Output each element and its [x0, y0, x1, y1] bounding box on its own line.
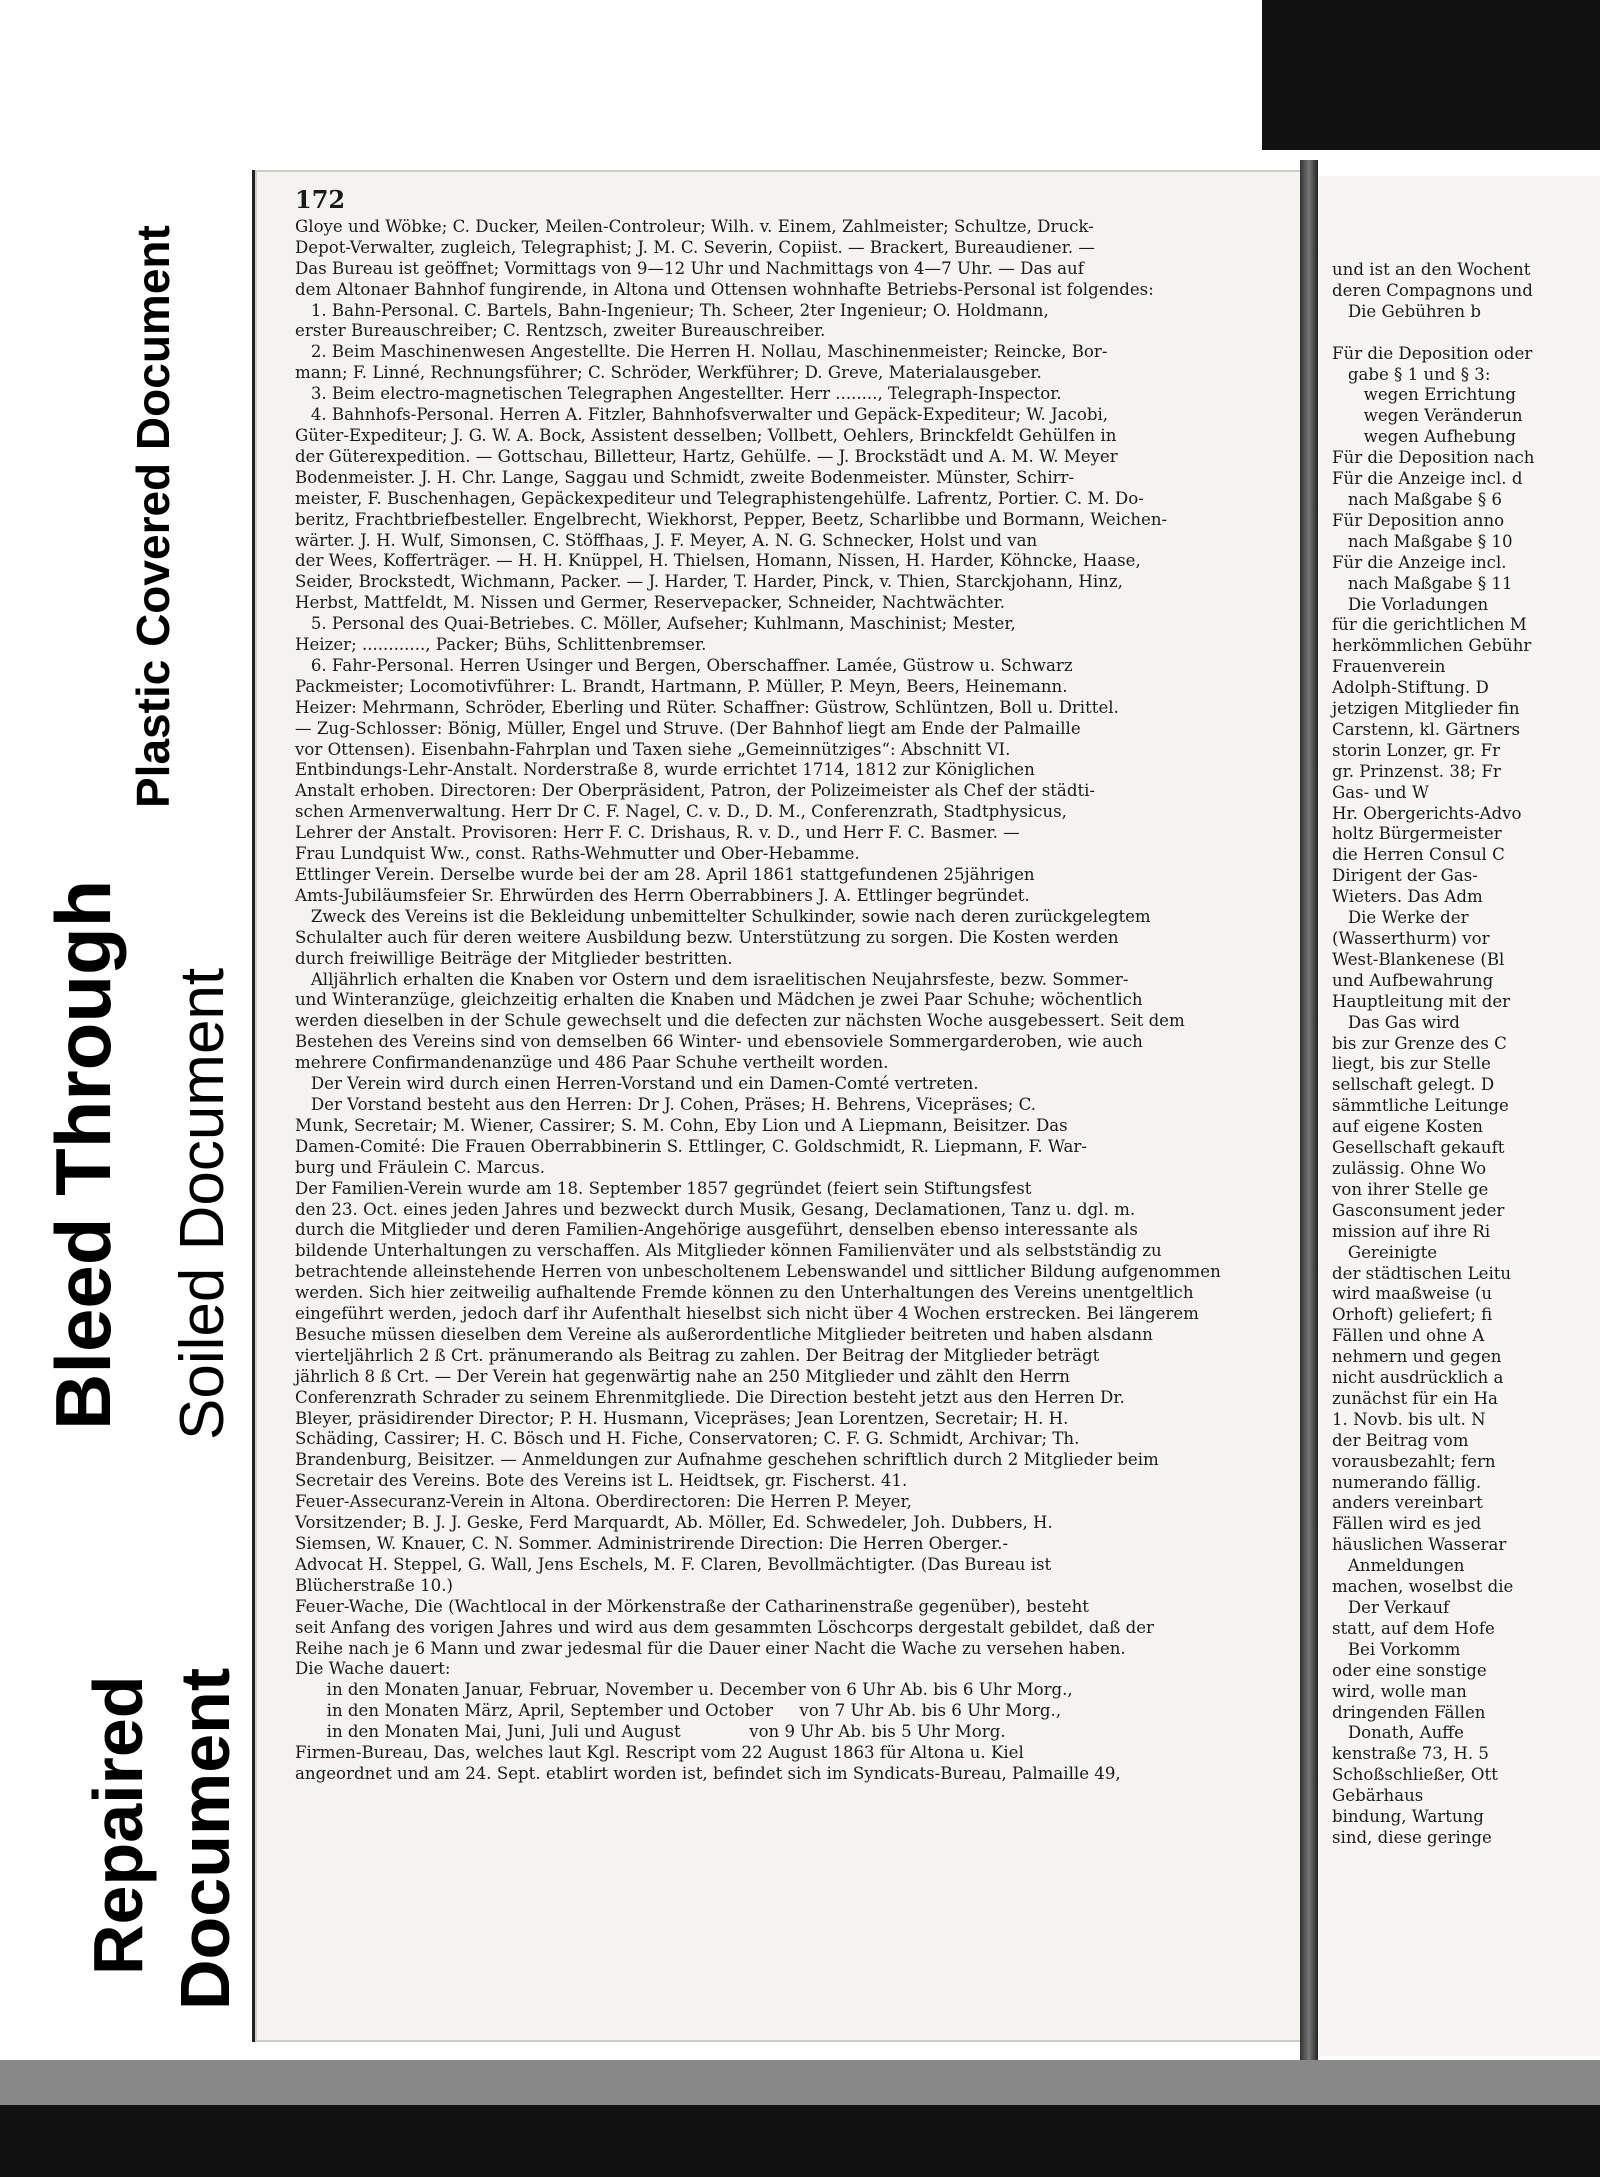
right-text-line: von ihrer Stelle ge [1332, 1179, 1489, 1199]
text-line: eingeführt werden, jedoch darf ihr Aufenthalt hieselbst sich nicht über 4 Wochen erstrecken. Bei längerem [295, 1304, 1199, 1324]
text-line: in den Monaten Mai, Juni, Juli und August von 9 Uhr Ab. bis 5 Uhr Morg. [295, 1722, 1006, 1742]
right-text-line: nehmern und gegen [1332, 1347, 1502, 1367]
text-line: Seider, Brockstedt, Wichmann, Packer. — J. Harder, T. Harder, Pinck, v. Thien, Starckjohann, Hinz, [295, 572, 1123, 592]
right-text-line: sellschaft gelegt. D [1332, 1075, 1495, 1095]
text-line: angeordnet und am 24. Sept. etablirt worden ist, befindet sich im Syndicats-Bureau, Palmaille 49, [295, 1763, 1121, 1783]
text-line: mehrere Confirmandenanzüge und 486 Paar Schuhe vertheilt worden. [295, 1053, 889, 1073]
text-line: werden dieselben in der Schule gewechselt und die defecten zur nächsten Woche ausgebessert. Seit dem [295, 1011, 1185, 1031]
text-line: seit Anfang des vorigen Jahres und wird aus dem gesammten Löschcorps dergestalt gebildet, daß der [295, 1617, 1154, 1637]
right-text-line: numerando fällig. [1332, 1472, 1482, 1492]
text-line: Ettlinger Verein. Derselbe wurde bei der am 28. April 1861 stattgefundenen 25jährigen [295, 865, 1035, 884]
right-text-line: bis zur Grenze des C [1332, 1033, 1507, 1053]
text-line: Der Familien-Verein wurde am 18. September 1857 gegründet (feiert sein Stiftungsfest [295, 1178, 1032, 1198]
right-text-line: Dirigent der Gas- [1332, 866, 1478, 886]
text-line: mann; F. Linné, Rechnungsführer; C. Schröder, Werkführer; D. Greve, Materialausgeber. [295, 363, 1042, 383]
text-line: burg und Fräulein C. Marcus. [295, 1157, 546, 1177]
text-line: Frau Lundquist Ww., const. Raths-Wehmutter und Ober-Hebamme. [295, 844, 860, 864]
text-line: Schulalter auch für deren weitere Ausbildung bezw. Unterstützung zu sorgen. Die Kosten werden [295, 927, 1119, 947]
text-line: Packmeister; Locomotivführer: L. Brandt, Hartmann, P. Müller, P. Meyn, Beers, Heinemann. [295, 676, 1068, 696]
text-line: Bodenmeister. J. H. Chr. Lange, Saggau und Schmidt, zweite Bodenmeister. Münster, Schirr- [295, 467, 1075, 487]
page-text [295, 185, 1275, 1785]
text-line: vor Ottensen). Eisenbahn-Fahrplan und Taxen siehe „Gemeinnütziges“: Abschnitt VI. [295, 739, 1011, 759]
right-text-line: statt, auf dem Hofe [1332, 1618, 1495, 1638]
right-text-line: nicht ausdrücklich a [1332, 1368, 1504, 1388]
text-line: meister, F. Buschenhagen, Gepäckexpediteur und Telegraphistengehülfe. Lafrentz, Portier. C. M. Do- [295, 488, 1144, 508]
right-text-line: oder eine sonstige [1332, 1660, 1487, 1680]
right-text-line: bindung, Wartung [1332, 1807, 1484, 1827]
text-line: Gloye und Wöbke; C. Ducker, Meilen-Controleur; Wilh. v. Einem, Zahlmeister; Schultze, Druck- [295, 216, 1094, 236]
scanned-page-right [1318, 176, 1600, 2056]
text-line: schen Armenverwaltung. Herr Dr C. F. Nagel, C. v. D., D. M., Conferenzrath, Stadtphysicus, [295, 802, 1067, 822]
text-line: Siemsen, W. Knauer, C. N. Sommer. Administrirende Direction: Die Herren Oberger.- [295, 1534, 1009, 1553]
right-text-line: wird, wolle man [1332, 1681, 1467, 1701]
right-text-line: gr. Prinzenst. 38; Fr [1332, 761, 1501, 781]
text-line: Entbindungs-Lehr-Anstalt. Norderstraße 8, wurde errichtet 1714, 1812 zur Königlichen [295, 760, 1035, 780]
right-text-line: dringenden Fällen [1332, 1702, 1486, 1722]
text-line: Damen-Comité: Die Frauen Oberrabbinerin S. Ettlinger, C. Goldschmidt, R. Liepmann, F. War- [295, 1136, 1087, 1156]
text-line: und Winteranzüge, gleichzeitig erhalten die Knaben und Mädchen je zwei Paar Schuhe; wöchentlich [295, 990, 1143, 1010]
text-line: Conferenzrath Schrader zu seinem Ehrenmitgliede. Die Direction besteht jetzt aus den Herren Dr. [295, 1387, 1125, 1407]
right-text-line: 1. Novb. bis ult. N [1332, 1409, 1486, 1429]
text-line: Vorsitzender; B. J. J. Geske, Ferd Marquardt, Ab. Möller, Ed. Schwedeler, Joh. Dubbers, H. [295, 1513, 1053, 1533]
right-text-line: der Beitrag vom [1332, 1430, 1469, 1450]
text-line: Amts-Jubiläumsfeier Sr. Ehrwürden des Herrn Oberrabbiners J. A. Ettlinger begründet. [295, 885, 1030, 905]
text-line: Bleyer, präsidirender Director; P. H. Husmann, Vicepräses; Jean Lorentzen, Secretair; H. H. [295, 1408, 1069, 1428]
label-bleed-through: Bleed Through [39, 879, 127, 1430]
right-text-line: storin Lonzer, gr. Fr [1332, 740, 1501, 760]
label-soiled: Soiled Document [168, 967, 237, 1440]
text-line: Der Vorstand besteht aus den Herren: Dr J. Cohen, Präses; H. Behrens, Vicepräses; C. [295, 1094, 1037, 1114]
text-line: der Wees, Kofferträger. — H. H. Knüppel, H. Thielsen, Homann, Nissen, H. Harder, Köhncke, Haase, [295, 551, 1141, 571]
text-line: Heizer: Mehrmann, Schröder, Eberling und Rüter. Schaffner: Güstrow, Schlüntzen, Boll u. Drittel. [295, 697, 1119, 717]
text-line: in den Monaten März, April, September und October von 7 Uhr Ab. bis 6 Uhr Morg., [295, 1701, 1062, 1721]
text-line: Zweck des Vereins ist die Bekleidung unbemittelter Schulkinder, sowie nach deren zurückgelegtem [295, 906, 1151, 926]
right-text-line: Carstenn, kl. Gärtners [1332, 719, 1521, 739]
right-text-line: wegen Aufhebung [1332, 427, 1517, 447]
text-line: durch die Mitglieder und deren Familien-Angehörige ausgeführt, denselben ebenso interessante als [295, 1220, 1138, 1240]
right-text-line: Adolph-Stiftung. D [1332, 678, 1489, 698]
right-text-line: sämmtliche Leitunge [1332, 1096, 1509, 1116]
right-text-line: die Herren Consul C [1332, 845, 1505, 865]
book-gutter [1300, 160, 1318, 2060]
right-text-line: (Wasserthurm) vor [1332, 929, 1490, 948]
right-text-line: für die gerichtlichen M [1332, 615, 1527, 635]
label-document: Document [166, 1667, 244, 2010]
right-text-line: wegen Errichtung [1332, 385, 1517, 405]
text-line: Lehrer der Anstalt. Provisoren: Herr F. C. Drishaus, R. v. D., und Herr F. C. Basmer. — [295, 823, 1020, 843]
text-line: Secretair des Vereins. Bote des Vereins ist L. Heidtsek, gr. Fischerst. 41. [295, 1471, 908, 1491]
text-line: Anstalt erhoben. Directoren: Der Oberpräsident, Patron, der Polizeimeister als Chef der städti- [295, 781, 1096, 801]
right-text-line: auf eigene Kosten [1332, 1117, 1483, 1137]
text-line: Bestehen des Vereins sind von demselben 66 Winter- und ebensoviele Sommergarderoben, wie auch [295, 1032, 1143, 1052]
text-line: 5. Personal des Quai-Betriebes. C. Möller, Aufseher; Kuhlmann, Maschinist; Mester, [295, 614, 1016, 634]
text-line: den 23. Oct. eines jeden Jahres und bezweckt durch Musik, Gesang, Declamationen, Tanz u. dgl. m. [295, 1199, 1136, 1219]
text-line: Güter-Expediteur; J. G. W. A. Bock, Assistent desselben; Vollbett, Oehlers, Brinckfeldt Gehülfen in [295, 425, 1117, 445]
text-line: dem Altonaer Bahnhof fungirende, in Altona und Ottensen wohnhafte Betriebs-Personal ist folgendes: [295, 279, 1154, 299]
text-line: erster Bureauschreiber; C. Rentzsch, zweiter Bureauschreiber. [295, 321, 826, 341]
right-text-line: Donath, Auffe [1332, 1723, 1464, 1743]
right-text-line: Die Gebühren b [1332, 301, 1481, 321]
right-text-line: Gebärhaus [1332, 1786, 1424, 1806]
right-text-line: Der Verkauf [1332, 1598, 1450, 1617]
right-text-line: West-Blankenese (Bl [1332, 949, 1505, 969]
right-text-line: nach Maßgabe § 10 [1332, 531, 1513, 551]
right-text-line: sind, diese geringe [1332, 1827, 1492, 1847]
text-line: jährlich 8 ß Crt. — Der Verein hat gegenwärtig nahe an 250 Mitglieder und zählt den Herrn [295, 1366, 1070, 1386]
right-text-line: nach Maßgabe § 11 [1332, 573, 1513, 593]
right-text-line: jetzigen Mitglieder fin [1332, 699, 1520, 719]
right-page-lines [1332, 260, 1600, 1849]
right-text-line: zulässig. Ohne Wo [1332, 1158, 1487, 1178]
right-text-line: vorausbezahlt; fern [1332, 1451, 1496, 1471]
right-text-line: Hauptleitung mit der [1332, 991, 1511, 1011]
right-text-line: Für die Deposition oder [1332, 343, 1533, 363]
right-text-line: der städtischen Leitu [1332, 1263, 1512, 1283]
right-text-line: Fällen und ohne A [1332, 1326, 1485, 1346]
text-line: 3. Beim electro-magnetischen Telegraphen Angestellter. Herr ........, Telegraph-Inspector. [295, 384, 1062, 404]
text-line: Brandenburg, Beisitzer. — Anmeldungen zur Aufnahme geschehen schriftlich durch 2 Mitglieder beim [295, 1450, 1159, 1470]
right-text-line: Das Gas wird [1332, 1012, 1460, 1032]
right-text-line: Bei Vorkomm [1332, 1639, 1461, 1659]
text-line: Der Verein wird durch einen Herren-Vorstand und ein Damen-Comté vertreten. [295, 1074, 979, 1094]
text-line: Feuer-Wache, Die (Wachtlocal in der Mörkenstraße der Catharinenstraße gegenüber), besteht [295, 1596, 1089, 1616]
right-text-line: zunächst für ein Ha [1332, 1388, 1498, 1408]
right-text-line: Schoßschließer, Ott [1332, 1765, 1498, 1785]
right-text-line: holtz Bürgermeister [1332, 824, 1502, 844]
text-line: Munk, Secretair; M. Wiener, Cassirer; S. M. Cohn, Eby Lion und A Liepmann, Beisitzer. Das [295, 1115, 1068, 1135]
right-text-line: häuslichen Wasserar [1332, 1535, 1507, 1555]
text-line: Feuer-Assecuranz-Verein in Altona. Oberdirectoren: Die Herren P. Meyer, [295, 1492, 912, 1512]
right-text-line: Für Deposition anno [1332, 510, 1505, 530]
text-line: Herbst, Mattfeldt, M. Nissen und Germer, Reservepacker, Schneider, Nachtwächter. [295, 593, 1005, 613]
label-plastic-covered: Plastic Covered Document [127, 225, 179, 808]
text-line: Firmen-Bureau, Das, welches laut Kgl. Rescript vom 22 August 1863 für Altona u. Kiel [295, 1743, 1024, 1763]
right-text-line: Die Werke der [1332, 908, 1469, 928]
right-text-line: Orhoft) geliefert; fi [1332, 1305, 1493, 1325]
right-text-line: Die Vorladungen [1332, 594, 1489, 614]
right-text-line: Gereinigte [1332, 1242, 1438, 1262]
scanned-page-left [252, 170, 1311, 2042]
text-line: werden. Sich hier zeitweilig aufhaltende Fremde können zu den Unterhaltungen des Vereins unentgeltlich [295, 1283, 1194, 1303]
right-text-line [1332, 323, 1600, 344]
right-text-line: Anmeldungen [1332, 1556, 1465, 1576]
right-text-line: anders vereinbart [1332, 1493, 1483, 1513]
right-text-line: nach Maßgabe § 6 [1332, 489, 1502, 509]
right-text-line: Gas- und W [1332, 782, 1429, 802]
right-text-line: Wieters. Das Adm [1332, 887, 1483, 907]
text-line: Depot-Verwalter, zugleich, Telegraphist; J. M. C. Severin, Copiist. — Brackert, Bureaudiener. — [295, 237, 1095, 257]
text-line: vierteljährlich 2 ß Crt. pränumerando als Beitrag zu zahlen. Der Beitrag der Mitglieder beträgt [295, 1345, 1100, 1365]
right-text-line: machen, woselbst die [1332, 1577, 1514, 1597]
text-line: bildende Unterhaltungen zu verschaffen. Als Mitglieder können Familienväter und als selbstständig zu [295, 1241, 1162, 1261]
text-line: Besuche müssen dieselben dem Vereine als außerordentliche Mitglieder beitreten und haben alsdann [295, 1324, 1153, 1344]
right-text-line: Hr. Obergerichts-Advo [1332, 803, 1522, 823]
text-line: Advocat H. Steppel, G. Wall, Jens Eschels, M. F. Claren, Bevollmächtigter. (Das Bureau ist [295, 1554, 1052, 1574]
text-line: wärter. J. H. Wulf, Simonsen, C. Stöffhaas, J. F. Meyer, A. N. G. Schnecker, Holst und van [295, 530, 1038, 550]
right-text-line: Gesellschaft gekauft [1332, 1138, 1505, 1158]
right-text-line: wegen Veränderun [1332, 406, 1523, 426]
right-text-line: herkömmlichen Gebühr [1332, 636, 1532, 656]
text-line: — Zug-Schlosser: Bönig, Müller, Engel und Struve. (Der Bahnhof liegt am Ende der Palmaille [295, 718, 1081, 738]
label-repaired: Repaired [79, 1675, 157, 1975]
right-text-line: und Aufbewahrung [1332, 970, 1494, 990]
right-text-line: Fällen wird es jed [1332, 1514, 1482, 1534]
text-line: durch freiwillige Beiträge der Mitglieder bestritten. [295, 948, 733, 968]
right-text-line: Für die Anzeige incl. [1332, 552, 1507, 572]
text-line: Die Wache dauert: [295, 1659, 451, 1679]
right-text-line: Frauenverein [1332, 657, 1446, 677]
text-line: betrachtende alleinstehende Herren von unbescholtenem Lebenswandel und sittlicher Bildung aufgenommen [295, 1262, 1221, 1282]
right-text-line: Gasconsument jeder [1332, 1200, 1505, 1220]
text-line: 1. Bahn-Personal. C. Bartels, Bahn-Ingenieur; Th. Scheer, 2ter Ingenieur; O. Holdmann, [295, 300, 1049, 320]
page-number: 172 [295, 185, 346, 214]
text-line: 4. Bahnhofs-Personal. Herren A. Fitzler, Bahnhofsverwalter und Gepäck-Expediteur; W. Jacobi, [295, 405, 1109, 425]
text-line: 2. Beim Maschinenwesen Angestellte. Die Herren H. Nollau, Maschinenmeister; Reincke, Bor- [295, 342, 1108, 362]
text-line: Blücherstraße 10.) [295, 1575, 453, 1595]
right-text-line: mission auf ihre Ri [1332, 1221, 1491, 1241]
right-text-line: kenstraße 73, H. 5 [1332, 1744, 1489, 1764]
text-line: 6. Fahr-Personal. Herren Usinger und Bergen, Oberschaffner. Lamée, Güstrow u. Schwarz [295, 655, 1073, 675]
text-line: Alljährlich erhalten die Knaben vor Ostern und dem israelitischen Neujahrsfeste, bezw. Sommer- [295, 969, 1129, 989]
text-line: in den Monaten Januar, Februar, November u. December von 6 Uhr Ab. bis 6 Uhr Morg., [295, 1680, 1073, 1700]
right-text-line: gabe § 1 und § 3: [1332, 364, 1491, 384]
text-line: Reihe nach je 6 Mann und zwar jedesmal für die Dauer einer Nacht die Wache zu versehen haben. [295, 1638, 1126, 1658]
right-text-line: deren Compagnons und [1332, 280, 1533, 300]
right-text-line: Für die Anzeige incl. d [1332, 469, 1523, 489]
right-text-line: wird maaßweise (u [1332, 1284, 1493, 1304]
scan-border-top-right [1262, 0, 1600, 150]
text-line: der Güterexpedition. — Gottschau, Billetteur, Hartz, Gehülfe. — J. Brockstädt und A. M. W. Meyer [295, 446, 1118, 466]
scan-border-bottom-gray [0, 2060, 1600, 2105]
right-text-line: Für die Deposition nach [1332, 448, 1535, 468]
scan-border-bottom [0, 2105, 1600, 2177]
text-line: Schäding, Cassirer; H. C. Bösch und H. Fiche, Conservatoren; C. F. G. Schmidt, Archivar; Th. [295, 1429, 1080, 1449]
text-line: beritz, Frachtbriefbesteller. Engelbrecht, Wiekhorst, Pepper, Beetz, Scharlibbe und Bormann, Weichen- [295, 509, 1168, 529]
right-text-line: und ist an den Wochent [1332, 260, 1531, 279]
right-text-line: liegt, bis zur Stelle [1332, 1054, 1491, 1074]
page-lines [295, 217, 1275, 1785]
text-line: Heizer; ............, Packer; Bühs, Schlittenbremser. [295, 635, 707, 655]
text-line: Das Bureau ist geöffnet; Vormittags von 9—12 Uhr und Nachmittags von 4—7 Uhr. — Das auf [295, 258, 1084, 278]
